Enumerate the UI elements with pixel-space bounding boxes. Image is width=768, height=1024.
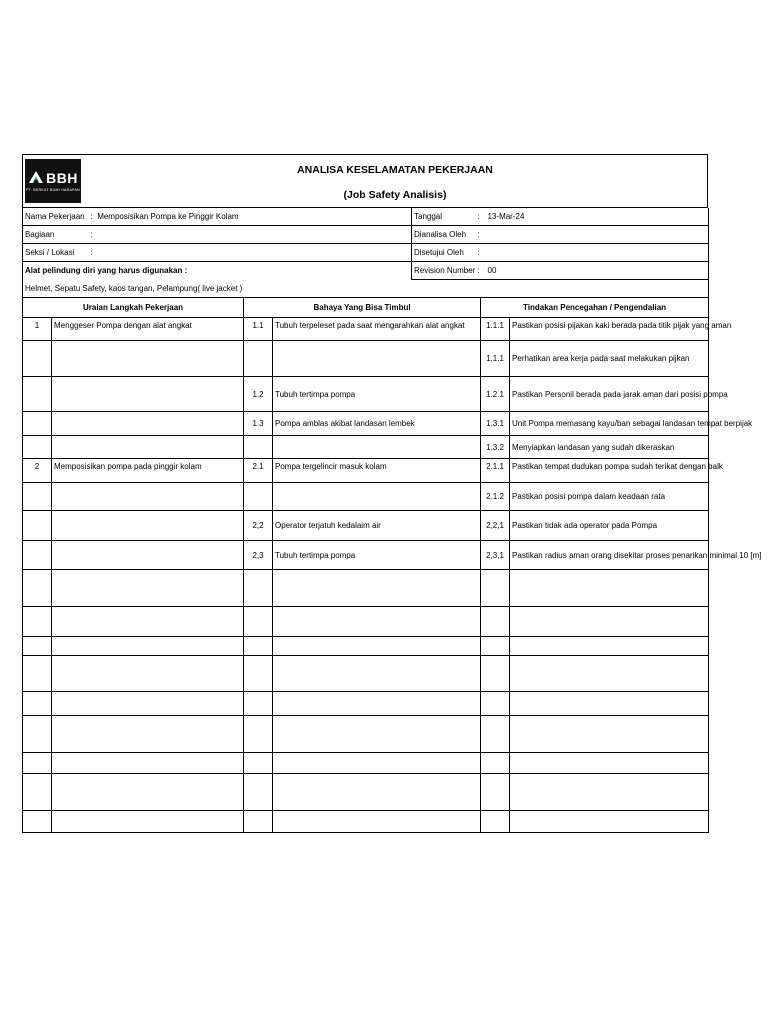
logo-text: BBH [46, 170, 78, 186]
table-row [23, 811, 709, 833]
step-number [23, 774, 52, 811]
control-number: 2,2,1 [481, 511, 510, 541]
table-row [23, 459, 709, 483]
control-text: Pastikan posisi pijakan kaki berada pada titik pijak yang aman [510, 318, 709, 341]
hazard-number [244, 607, 273, 637]
mountain-drop-icon [28, 170, 44, 186]
column-header-bahaya: Bahaya Yang Bisa Timbul [244, 298, 481, 318]
hazard-number: 1.2 [244, 377, 273, 412]
step-text: Menggeser Pompa dengan alat angkat [52, 318, 244, 341]
table-row [23, 656, 709, 692]
hazard-number [244, 483, 273, 511]
hazard-number [244, 753, 273, 774]
control-text [510, 637, 709, 656]
table-row [23, 483, 709, 511]
control-number [481, 692, 510, 716]
colon: : [90, 230, 93, 239]
step-number: 1 [23, 318, 52, 341]
colon: : [476, 226, 486, 244]
control-text [510, 753, 709, 774]
hazard-number [244, 637, 273, 656]
table-row [23, 436, 709, 459]
control-number: 2,3,1 [481, 541, 510, 570]
hazard-text [273, 811, 481, 833]
control-number [481, 637, 510, 656]
hazard-text [273, 483, 481, 511]
hazard-number [244, 656, 273, 692]
tanggal-value: 13-Mar-24 [486, 208, 709, 226]
step-number [23, 637, 52, 656]
step-text [52, 774, 244, 811]
colon: : [90, 212, 93, 221]
step-text [52, 607, 244, 637]
control-text: Perhatikan area kerja pada saat melakukan pijkan [510, 341, 709, 377]
step-text [52, 656, 244, 692]
step-number [23, 541, 52, 570]
hazard-number [244, 570, 273, 607]
jsa-table-body [23, 318, 762, 833]
control-text: Pastikan radius aman orang disekitar proses penarikan minimal 10 [m] [510, 541, 709, 570]
colon: : [476, 262, 486, 280]
step-number [23, 716, 52, 753]
step-text [52, 341, 244, 377]
info-row-bagiaan [23, 226, 709, 244]
control-text: Pastikan Personil berada pada jarak aman dari posisi pompa [510, 377, 709, 412]
apd-label: Alat pelindung diri yang harus digunakan : [23, 262, 412, 280]
jsa-table [22, 297, 762, 833]
step-text [52, 637, 244, 656]
apd-value: Helmet, Sepatu Safety, kaos tangan, Pelampung( live jacket ) [23, 280, 709, 298]
control-text: Pastikan tempat dudukan pompa sudah terikat dengan balk [510, 459, 709, 483]
hazard-text [273, 692, 481, 716]
control-text [510, 774, 709, 811]
table-row [23, 637, 709, 656]
step-number [23, 656, 52, 692]
step-number [23, 511, 52, 541]
hazard-text: Pompa tergelincir masuk kolam [273, 459, 481, 483]
info-row-apd-value [23, 280, 709, 298]
control-text [510, 692, 709, 716]
control-number [481, 716, 510, 753]
step-text [52, 541, 244, 570]
control-number: 1.3.1 [481, 412, 510, 436]
step-text [52, 753, 244, 774]
control-number [481, 811, 510, 833]
tanggal-label: Tanggal [412, 208, 476, 226]
table-row [23, 774, 709, 811]
hazard-number: 2,2 [244, 511, 273, 541]
column-header-langkah: Uraian Langkah Pekerjaan [23, 298, 244, 318]
hazard-text: Tubuh terpeleset pada saat mengarahkan alat angkat [273, 318, 481, 341]
colon: : [90, 248, 93, 257]
control-number: 2.1.2 [481, 483, 510, 511]
step-text [52, 511, 244, 541]
hazard-number: 1.1 [244, 318, 273, 341]
step-number [23, 377, 52, 412]
control-number [481, 753, 510, 774]
step-number [23, 607, 52, 637]
control-number: 1.2.1 [481, 377, 510, 412]
control-number: 1.1.1 [481, 341, 510, 377]
step-number [23, 341, 52, 377]
info-row-nama [23, 208, 709, 226]
table-row [23, 716, 709, 753]
hazard-text [273, 637, 481, 656]
hazard-number: 2.1 [244, 459, 273, 483]
table-row [23, 541, 709, 570]
info-row-seksi [23, 244, 709, 262]
step-number [23, 412, 52, 436]
hazard-text: Pompa amblas akibat landasan lembek [273, 412, 481, 436]
table-row [23, 341, 709, 377]
column-header-row [23, 298, 709, 318]
table-row [23, 318, 709, 341]
control-number [481, 607, 510, 637]
info-table [22, 208, 709, 297]
control-text [510, 607, 709, 637]
control-text [510, 570, 709, 607]
hazard-text: Tubuh tertimpa pompa [273, 377, 481, 412]
step-number [23, 692, 52, 716]
hazard-text: Tubuh tertimpa pompa [273, 541, 481, 570]
company-logo [25, 159, 81, 203]
control-number: 2.1.1 [481, 459, 510, 483]
hazard-text [273, 774, 481, 811]
step-text [52, 412, 244, 436]
step-text [52, 811, 244, 833]
control-number: 1.1.1 [481, 318, 510, 341]
bagiaan-value [89, 226, 389, 244]
control-text: Pastikan tidak ada operator pada Pompa [510, 511, 709, 541]
step-text [52, 692, 244, 716]
seksi-value [89, 244, 389, 262]
table-row [23, 412, 709, 436]
hazard-text [273, 607, 481, 637]
control-number [481, 570, 510, 607]
hazard-number [244, 716, 273, 753]
table-row [23, 692, 709, 716]
nama-pekerjaan-label: Nama Pekerjaan [23, 208, 89, 226]
hazard-number [244, 811, 273, 833]
hazard-number: 1.3 [244, 412, 273, 436]
step-text [52, 570, 244, 607]
logo-cell [23, 155, 83, 207]
step-text: Memposisikan pompa pada pinggir kolam [52, 459, 244, 483]
table-row [23, 753, 709, 774]
step-text [52, 483, 244, 511]
hazard-text [273, 341, 481, 377]
disetujui-value [486, 244, 709, 262]
jsa-sheet [22, 154, 762, 833]
seksi-label: Seksi / Lokasi [23, 244, 89, 262]
table-row [23, 607, 709, 637]
colon: : [476, 244, 486, 262]
control-number [481, 774, 510, 811]
step-number [23, 483, 52, 511]
bagiaan-label: Bagiaan [23, 226, 89, 244]
control-number [481, 656, 510, 692]
step-text [52, 377, 244, 412]
nama-pekerjaan-text: Memposisikan Pompa ke Pinggir Kolam [97, 212, 239, 221]
dianalisa-value [486, 226, 709, 244]
control-text [510, 811, 709, 833]
control-text: Menyiapkan landasan yang sudah dikeraskan [510, 436, 709, 459]
control-text [510, 716, 709, 753]
nama-pekerjaan-value [89, 208, 389, 226]
hazard-text [273, 436, 481, 459]
info-row-apd [23, 262, 709, 280]
table-row [23, 377, 709, 412]
document-title: ANALISA KESELAMATAN PEKERJAAN [297, 164, 493, 176]
control-number: 1.3.2 [481, 436, 510, 459]
disetujui-label: Disetujui Oleh [412, 244, 476, 262]
hazard-number: 2,3 [244, 541, 273, 570]
table-row [23, 511, 709, 541]
hazard-number [244, 774, 273, 811]
hazard-number [244, 436, 273, 459]
step-number [23, 436, 52, 459]
hazard-text [273, 570, 481, 607]
colon: : [476, 208, 486, 226]
step-number [23, 753, 52, 774]
logo-subtext: PT. BERKAT BUMI HARAPAN [26, 188, 80, 192]
hazard-text: Operator terjatuh kedalaim air [273, 511, 481, 541]
table-row [23, 570, 709, 607]
document-header [22, 154, 708, 208]
dianalisa-label: Dianalisa Oleh [412, 226, 476, 244]
hazard-text [273, 753, 481, 774]
step-number [23, 811, 52, 833]
control-text: Pastikan posisi pompa dalam keadaan rata [510, 483, 709, 511]
hazard-number [244, 692, 273, 716]
hazard-number [244, 341, 273, 377]
revision-label: Revision Number [412, 262, 476, 280]
hazard-text [273, 656, 481, 692]
revision-value: 00 [486, 262, 709, 280]
column-header-tindakan: Tindakan Pencegahan / Pengendalian [481, 298, 709, 318]
step-number: 2 [23, 459, 52, 483]
control-text [510, 656, 709, 692]
hazard-text [273, 716, 481, 753]
title-cell [83, 155, 707, 207]
control-text: Unit Pompa memasang kayu/ban sebagai landasan tempat berpijak [510, 412, 709, 436]
document-subtitle: (Job Safety Analisis) [343, 189, 447, 201]
step-number [23, 570, 52, 607]
step-text [52, 436, 244, 459]
step-text [52, 716, 244, 753]
